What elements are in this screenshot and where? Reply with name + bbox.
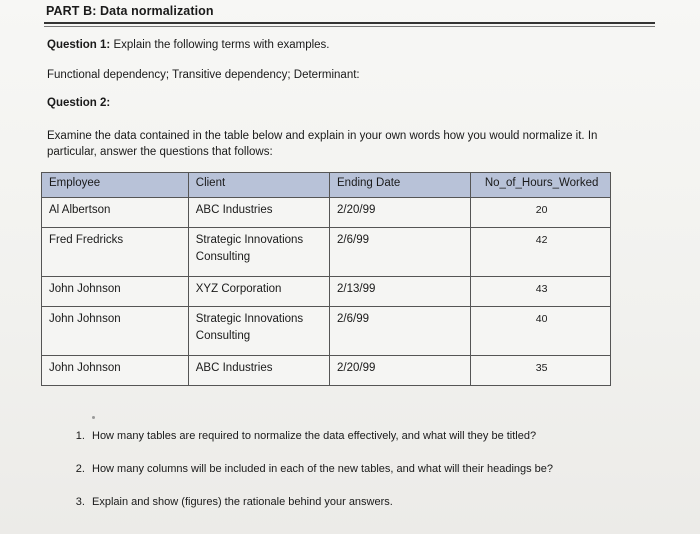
- cell-ending-date: 2/6/99: [330, 307, 471, 356]
- header-employee: Employee: [42, 173, 189, 198]
- question-1-label: Question 1:: [47, 39, 111, 51]
- header-client: Client: [188, 173, 329, 198]
- header-hours-worked: No_of_Hours_Worked: [471, 173, 611, 198]
- cell-hours: 35: [471, 356, 611, 386]
- section-title: PART B: Data normalization: [46, 4, 214, 18]
- table-header-row: [42, 173, 611, 198]
- title-divider-thin: [44, 26, 655, 27]
- table-row: [42, 228, 611, 277]
- question-1: [47, 37, 330, 53]
- cell-ending-date: 2/20/99: [330, 356, 471, 386]
- cell-employee: John Johnson: [42, 356, 189, 386]
- cell-hours: 42: [471, 228, 611, 277]
- cell-employee: Al Albertson: [42, 198, 189, 228]
- list-item: 3. Explain and show (figures) the rationale behind your answers.: [88, 494, 688, 510]
- intro-paragraph: Examine the data contained in the table below and explain in your own words how you would normalize it. In particular, answer the questions that follows:: [47, 130, 598, 158]
- cell-client: Strategic Innovations Consulting: [188, 228, 329, 277]
- cell-hours: 40: [471, 307, 611, 356]
- cell-ending-date: 2/20/99: [330, 198, 471, 228]
- table-row: [42, 198, 611, 228]
- cell-employee: John Johnson: [42, 307, 189, 356]
- decorative-dot: [92, 416, 95, 419]
- cell-client: ABC Industries: [188, 356, 329, 386]
- cell-ending-date: 2/13/99: [330, 277, 471, 307]
- header-ending-date: Ending Date: [330, 173, 471, 198]
- question-1-text: Explain the following terms with examples.: [110, 39, 330, 51]
- cell-client: Strategic Innovations Consulting: [188, 307, 329, 356]
- cell-hours: 20: [471, 198, 611, 228]
- cell-employee: Fred Fredricks: [42, 228, 189, 277]
- table-row: [42, 356, 611, 386]
- cell-hours: 43: [471, 277, 611, 307]
- data-table: [41, 172, 611, 386]
- list-item: 2. How many columns will be included in each of the new tables, and what will their headings be?: [88, 461, 688, 477]
- cell-employee: John Johnson: [42, 277, 189, 307]
- cell-ending-date: 2/6/99: [330, 228, 471, 277]
- cell-client: ABC Industries: [188, 198, 329, 228]
- cell-client: XYZ Corporation: [188, 277, 329, 307]
- terms-line: Functional dependency; Transitive dependency; Determinant:: [47, 69, 360, 81]
- title-divider: [44, 22, 655, 24]
- question-list: [44, 428, 688, 527]
- list-item: 1. How many tables are required to normalize the data effectively, and what will they be titled?: [88, 428, 688, 444]
- table-row: [42, 277, 611, 307]
- question-2-label: Question 2:: [47, 97, 111, 109]
- table-row: [42, 307, 611, 356]
